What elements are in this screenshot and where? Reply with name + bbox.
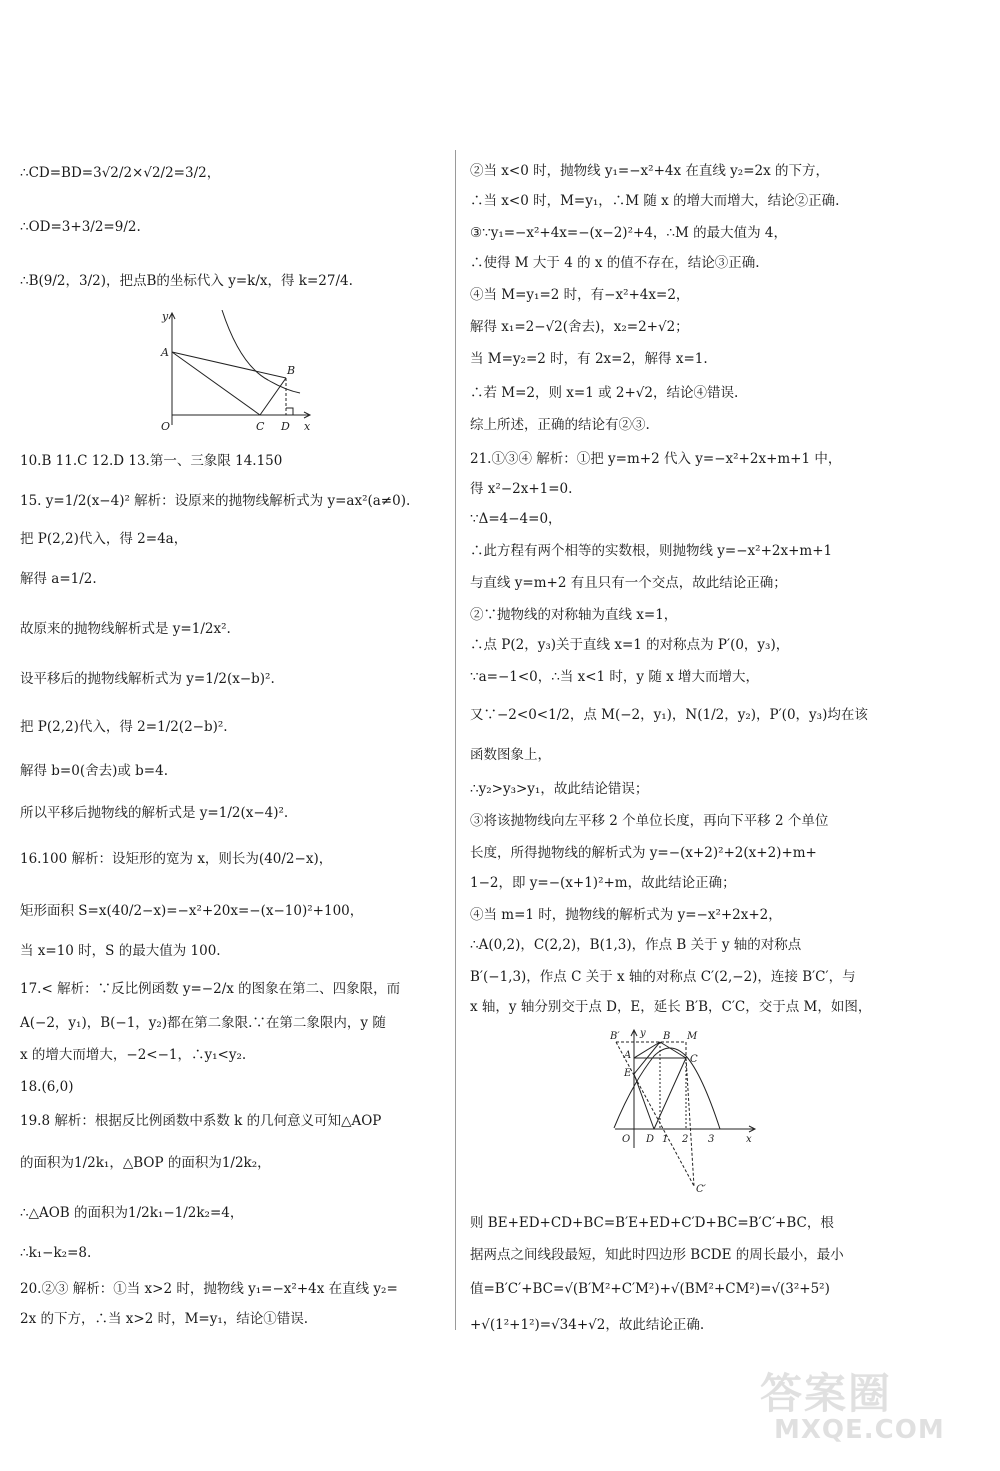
text-line: 2x 的下方，∴当 x>2 时，M=y₁，结论①错误. bbox=[20, 1311, 309, 1327]
text-line: ④当 M=y₁=2 时，有−x²+4x=2， bbox=[470, 287, 690, 303]
text-line: ∵a=−1<0，∴当 x<1 时，y 随 x 增大而增大， bbox=[470, 669, 760, 685]
text-line: ∴CD=BD=3√2/2×√2/2=3/2， bbox=[20, 165, 221, 181]
segment-CB bbox=[260, 378, 286, 415]
text-line: 解得 b=0(舍去)或 b=4. bbox=[20, 763, 168, 779]
text-line: 的面积为1/2k₁，△BOP 的面积为1/2k₂， bbox=[20, 1155, 271, 1171]
label-O: O bbox=[622, 1134, 631, 1145]
label-y: y bbox=[162, 310, 169, 323]
text-line: 19.8 解析：根据反比例函数中系数 k 的几何意义可知△AOP bbox=[20, 1113, 382, 1129]
text-line: 当 x=10 时，S 的最大值为 100. bbox=[20, 943, 221, 959]
text-line: 把 P(2,2)代入，得 2=1/2(2−b)². bbox=[20, 719, 228, 735]
text-line: 矩形面积 S=x(40/2−x)=−x²+20x=−(x−10)²+100， bbox=[20, 903, 364, 919]
segment-DC bbox=[654, 1058, 686, 1129]
label-D: D bbox=[646, 1134, 655, 1145]
segment-BC bbox=[660, 1042, 686, 1058]
text-line: 18.(6,0) bbox=[20, 1079, 74, 1095]
segment-CCp bbox=[686, 1058, 694, 1186]
text-line: 21.①③④ 解析：①把 y=m+2 代入 y=−x²+2x+m+1 中， bbox=[470, 451, 842, 467]
text-line: 长度，所得抛物线的解析式为 y=−(x+2)²+2(x+2)+m+ bbox=[470, 845, 817, 861]
text-line: ③∵y₁=−x²+4x=−(x−2)²+4，∴M 的最大值为 4， bbox=[470, 225, 787, 241]
label-M: M bbox=[687, 1031, 698, 1042]
text-line: 又∵−2<0<1/2，点 M(−2，y₁)，N(1/2，y₂)，P′(0，y₃)均在该 bbox=[470, 707, 868, 723]
text-line: ∴B(9/2，3/2)，把点B的坐标代入 y=k/x，得 k=27/4. bbox=[20, 273, 353, 289]
text-line: 函数图象上， bbox=[470, 747, 551, 763]
text-line: ③将该抛物线向左平移 2 个单位长度，再向下平移 2 个单位 bbox=[470, 813, 829, 829]
segment-ED bbox=[634, 1074, 654, 1129]
text-line: 当 M=y₂=2 时，有 2x=2，解得 x=1. bbox=[470, 351, 708, 367]
text-line: 把 P(2,2)代入，得 2=4a， bbox=[20, 531, 188, 547]
text-line: ∴△AOB 的面积为1/2k₁−1/2k₂=4， bbox=[20, 1205, 244, 1221]
text-line: 15. y=1/2(x−4)² 解析：设原来的抛物线解析式为 y=ax²(a≠0). bbox=[20, 493, 411, 509]
text-line: 所以平移后抛物线的解析式是 y=1/2(x−4)². bbox=[20, 805, 289, 821]
right-angle-mark bbox=[286, 408, 293, 415]
text-line: ②当 x<0 时，抛物线 y₁=−x²+4x 在直线 y₂=2x 的下方， bbox=[470, 163, 830, 179]
watermark-url: MXQE.COM bbox=[774, 1415, 945, 1445]
tick-3: 3 bbox=[708, 1134, 715, 1145]
text-line: 10.B 11.C 12.D 13.第一、三象限 14.150 bbox=[20, 453, 283, 469]
label-x: x bbox=[746, 1134, 752, 1145]
label-x: x bbox=[304, 420, 311, 433]
text-line: 则 BE+ED+CD+BC=B′E+ED+C′D+BC=B′C′+BC，根 bbox=[470, 1215, 834, 1231]
text-line: 得 x²−2x+1=0. bbox=[470, 481, 573, 497]
text-line: 17.< 解析：∵反比例函数 y=−2/x 的图象在第二、四象限，而 bbox=[20, 981, 401, 997]
text-line: 故原来的抛物线解析式是 y=1/2x². bbox=[20, 621, 231, 637]
label-B: B bbox=[287, 364, 296, 377]
text-line: ∴y₂>y₃>y₁，故此结论错误； bbox=[470, 781, 649, 797]
label-O: O bbox=[161, 420, 171, 433]
segment-AB bbox=[172, 352, 286, 378]
text-line: 据两点之间线段最短，知此时四边形 BCDE 的周长最小，最小 bbox=[470, 1247, 844, 1263]
tick-1: 1 bbox=[662, 1134, 669, 1145]
watermark-logo: 答案圈 bbox=[760, 1369, 893, 1418]
text-line: ∴OD=3+3/2=9/2. bbox=[20, 219, 141, 235]
label-C: C bbox=[256, 420, 265, 433]
text-line: 综上所述，正确的结论有②③. bbox=[470, 417, 650, 433]
text-line: 20.②③ 解析：①当 x>2 时，抛物线 y₁=−x²+4x 在直线 y₂= bbox=[20, 1281, 398, 1297]
text-line: 16.100 解析：设矩形的宽为 x，则长为(40/2−x)， bbox=[20, 851, 333, 867]
text-line: ∵Δ=4−4=0， bbox=[470, 511, 562, 527]
text-line: ∴若 M=2，则 x=1 或 2+√2，结论④错误. bbox=[470, 385, 739, 401]
label-A: A bbox=[161, 346, 169, 359]
text-line: ∴使得 M 大于 4 的 x 的值不存在，结论③正确. bbox=[470, 255, 760, 271]
text-line: +√(1²+1²)=√34+√2，故此结论正确. bbox=[470, 1317, 705, 1333]
label-B: B bbox=[663, 1031, 671, 1042]
text-line: B′(−1,3)，作点 C 关于 x 轴的对称点 C′(2,−2)，连接 B′C′，与 bbox=[470, 969, 856, 985]
tick-2: 2 bbox=[682, 1134, 689, 1145]
text-line: x 轴，y 轴分别交于点 D，E，延长 B′B，C′C，交于点 M，如图， bbox=[470, 999, 872, 1015]
label-y: y bbox=[640, 1028, 646, 1039]
site-watermark bbox=[760, 1361, 970, 1451]
label-E: E bbox=[624, 1068, 632, 1079]
segment-AB bbox=[634, 1042, 660, 1058]
label-Cp: C′ bbox=[696, 1184, 706, 1195]
label-A: A bbox=[624, 1050, 632, 1061]
text-line: ②∵抛物线的对称轴为直线 x=1， bbox=[470, 607, 678, 623]
label-D: D bbox=[281, 420, 290, 433]
text-line: 与直线 y=m+2 有且只有一个交点，故此结论正确； bbox=[470, 575, 787, 591]
text-line: x 的增大而增大，−2<−1，∴y₁<y₂. bbox=[20, 1047, 247, 1063]
text-line: ④当 m=1 时，抛物线的解析式为 y=−x²+2x+2， bbox=[470, 907, 782, 923]
text-line: 值=B′C′+BC=√(B′M²+C′M²)+√(BM²+CM²)=√(3²+5²) bbox=[470, 1281, 830, 1297]
text-line: A(−2，y₁)，B(−1，y₂)都在第二象限.∵在第二象限内，y 随 bbox=[20, 1015, 386, 1031]
text-line: 解得 x₁=2−√2(舍去)，x₂=2+√2； bbox=[470, 319, 689, 335]
segment-BpCp bbox=[616, 1042, 694, 1186]
text-line: 解得 a=1/2. bbox=[20, 571, 97, 587]
label-C: C bbox=[690, 1054, 698, 1065]
label-Bp: B′ bbox=[610, 1031, 620, 1042]
text-line: ∴当 x<0 时，M=y₁，∴M 随 x 的增大而增大，结论②正确. bbox=[470, 193, 840, 209]
text-line: 1−2，即 y=−(x+1)²+m，故此结论正确； bbox=[470, 875, 736, 891]
text-line: 设平移后的抛物线解析式为 y=1/2(x−b)². bbox=[20, 671, 275, 687]
text-line: ∴k₁−k₂=8. bbox=[20, 1245, 92, 1261]
parabola-figure bbox=[610, 1026, 760, 1206]
hyperbola-figure bbox=[160, 310, 320, 435]
column-divider bbox=[455, 150, 456, 1330]
hyperbola-curve bbox=[222, 310, 300, 393]
text-line: ∴A(0,2)，C(2,2)，B(1,3)，作点 B 关于 y 轴的对称点 bbox=[470, 937, 802, 953]
text-line: ∴此方程有两个相等的实数根，则抛物线 y=−x²+2x+m+1 bbox=[470, 543, 833, 559]
text-line: ∴点 P(2，y₃)关于直线 x=1 的对称点为 P′(0，y₃)， bbox=[470, 637, 790, 653]
